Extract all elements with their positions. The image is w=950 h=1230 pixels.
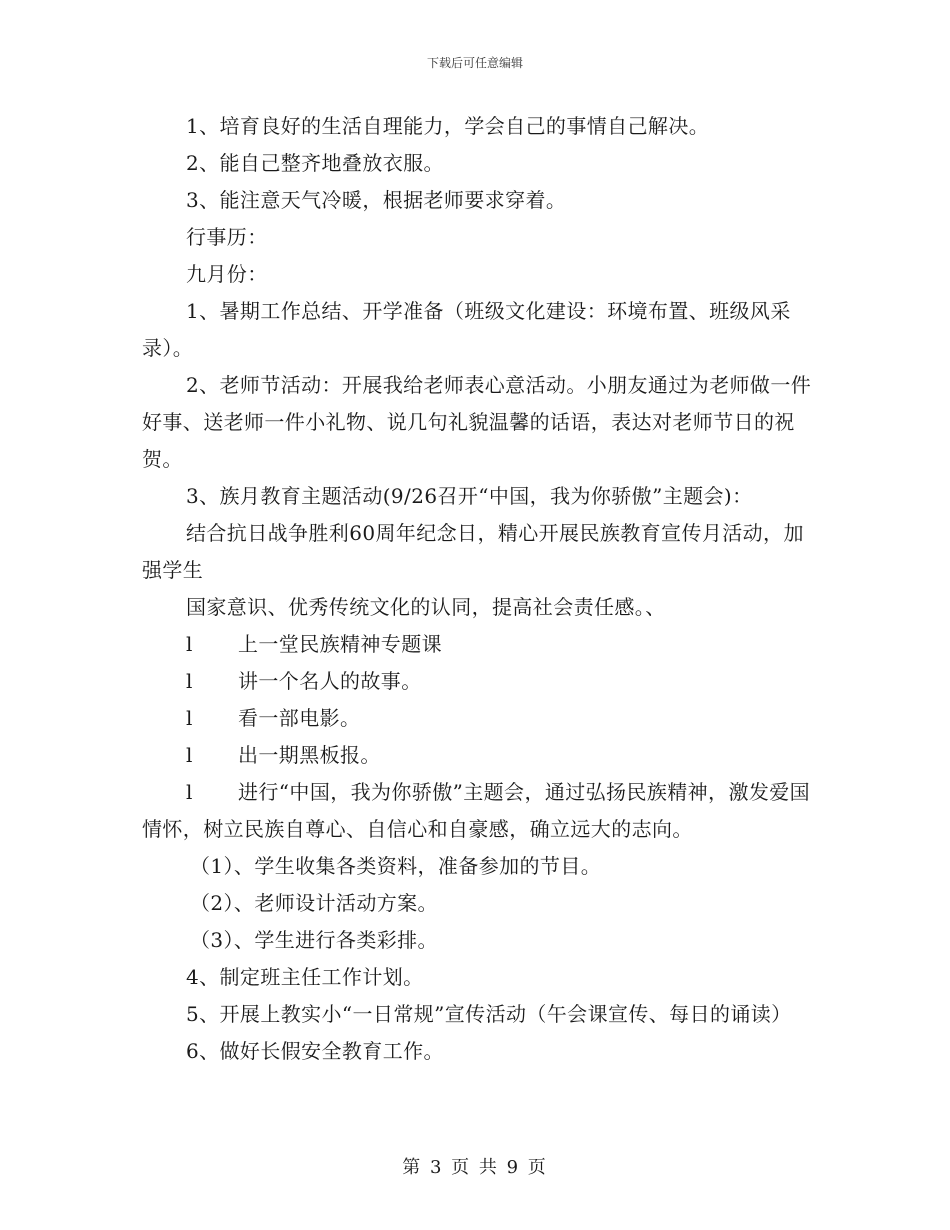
bullet-mark: l [186, 743, 193, 767]
bullet-mark: l [186, 780, 193, 804]
section-label: 行事历： [186, 225, 268, 249]
paragraph: 3、能注意天气冷暖，根据老师要求穿着。 [186, 188, 567, 212]
paragraph: 4、制定班主任工作计划。 [186, 965, 424, 989]
paragraph: 国家意识、优秀传统文化的认同，提高社会责任感。、 [186, 595, 666, 619]
bullet-mark: l [186, 632, 193, 656]
paragraph: 5、开展上教实小“一日常规”宣传活动（午会课宣传、每日的诵读） [186, 1002, 792, 1026]
bullet-mark: l [186, 669, 193, 693]
paragraph: 1、培育良好的生活自理能力，学会自己的事情自己解决。 [186, 114, 710, 138]
sub-item: （3）、学生进行各类彩排。 [190, 928, 438, 952]
sub-item: （2）、老师设计活动方案。 [190, 891, 438, 915]
paragraph: 1、暑期工作总结、开学准备（班级文化建设：环境布置、班级风采录）。 [142, 299, 791, 360]
sub-item: （1）、学生收集各类资料，准备参加的节目。 [190, 854, 602, 878]
bullet-mark: l [186, 706, 193, 730]
list-item [142, 700, 812, 737]
list-item [142, 626, 812, 663]
paragraph: 2、老师节活动：开展我给老师表心意活动。小朋友通过为老师做一件好事、送老师一件小礼物、说几句礼貌温馨的话语，表达对老师节日的祝贺。 [142, 373, 812, 471]
page-footer: 第 3 页 共 9 页 [402, 1157, 548, 1178]
list-item-text: 进行“中国，我为你骄傲”主题会，通过弘扬民族精神，激发爱国情怀，树立民族自尊心、自信心和自豪感，确立远大的志向。 [142, 780, 811, 841]
paragraph: 3、族月教育主题活动(9/26召开“中国，我为你骄傲”主题会)： [186, 484, 753, 508]
list-item [142, 737, 812, 774]
month-label: 九月份： [186, 262, 268, 286]
list-item-text: 看一部电影。 [238, 706, 361, 730]
page-header: 下载后可任意编辑 [426, 56, 523, 70]
list-item-text: 讲一个名人的故事。 [238, 669, 422, 693]
paragraph: 结合抗日战争胜利60周年纪念日，精心开展民族教育宣传月活动，加强学生 [142, 521, 804, 582]
paragraph: 6、做好长假安全教育工作。 [186, 1039, 444, 1063]
document-body [142, 108, 812, 1070]
paragraph: 2、能自己整齐地叠放衣服。 [186, 151, 444, 175]
list-item-text: 上一堂民族精神专题课 [238, 632, 442, 656]
list-item [142, 774, 812, 848]
list-item-text: 出一期黑板报。 [238, 743, 381, 767]
list-item [142, 663, 812, 700]
